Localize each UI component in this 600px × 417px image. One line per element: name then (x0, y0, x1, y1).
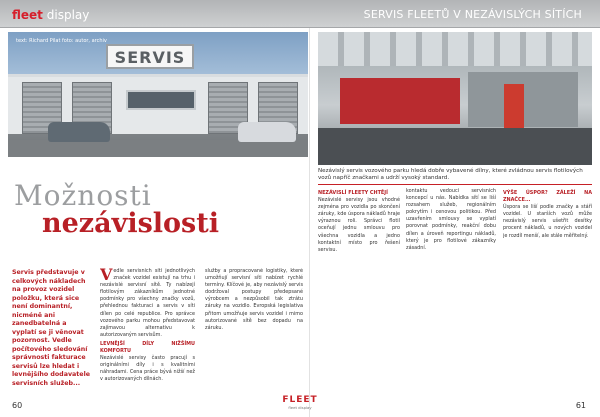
body-text: služby a propracované logistiky, které umožňují servisní síti nabízet rychlé termíny. Klíčové je, aby nezávislý servis dodržoval postupy předepsané výrobcem a nezpůsobil tak ztrátu záruky na vozidlo. Evropská legislativa přitom umožňuje servis vozidel i mimo autorizované sítě bez dopadu na záruku. (205, 268, 303, 331)
section-title: SERVIS FLEETŮ V NEZÁVISLÝCH SÍTÍCH (363, 8, 582, 21)
workshop-interior (318, 32, 592, 165)
body-text: edle servisních sítí jednotlivých značek vozidel existují na trhu i nezávislé servisní sítě. Ty nabízejí flotilovým zákazníkům jednotné podmínky pro všechny značky vozů, přehlednou fakturaci a servis v síti dílen po celé republice. Pro správce vozového parku mohou představovat zajímavou alternativu k autorizovaným servisům. (100, 268, 195, 338)
garage-window (126, 90, 196, 110)
garage-photo (8, 32, 308, 157)
pavement (8, 140, 308, 157)
brand-bold: fleet (12, 8, 43, 22)
body-text: kontaktu vedoucí servisních koncepcí u nás. Nabídka sítí se liší rozsahem služeb, regionálním pokrytím i cenovou politikou. Před uzavřením smlouvy se vyplatí porovnat podmínky, reakční dobu dílen a úroveň reportingu nákladů, který je pro flotilové zákazníky zásadní. (406, 188, 496, 251)
servis-sign-text: SERVIS (114, 48, 186, 67)
page-number-left: 60 (12, 401, 23, 410)
headline-line-1: Možnosti (14, 179, 152, 212)
body-column-1 (100, 268, 195, 388)
body-text: Nezávislé servisy jsou vhodné zejména pro vozidla po skončení záruky, kde úspora nákladů hraje výraznou roli. Správci flotil oceňují jednu smlouvu pro všechna vozidla a jedno kontaktní místo pro řešení servisu. (318, 197, 400, 253)
photo-caption: Nezávislý servis vozového parku hledá dobře vybavené dílny, které zvládnou servis flotilových vozů napříč značkami a udrží vysoký standard. (318, 168, 583, 181)
fleet-logo: FLEET (282, 395, 318, 405)
workbench (318, 128, 592, 165)
pull-quote: VÝŠE ÚSPOR? ZÁLEŽÍ NA ZNAČCE... (503, 190, 592, 204)
parked-car (238, 122, 296, 142)
section-header-bar (0, 0, 600, 28)
body-text: Úspora se liší podle značky a stáří vozidel. U starších vozů může nezávislý servis ušetřit desítky procent nákladů, u nových vozidel je rozdíl menší, ale stále měřitelný. (503, 204, 592, 239)
lead-paragraph: Servis představuje v celkových nákladech na provoz vozidel položku, která sice není dominantní, nicméně ani zanedbatelná a vyplatí se ji věnovat pozornost. Vedle počítového sledování správnosti fakturace servisů lze hledat i levnějšího dodavatele servisních služeb... (12, 269, 91, 387)
body-text: Nezávislé servisy často pracují s originálními díly i s kvalitními náhradami. Cena práce bývá nižší než v autorizovaných dílnách. (100, 355, 195, 383)
body-column-3 (318, 188, 400, 388)
brand-light: display (46, 8, 90, 22)
subheading: LEVNĚJŠÍ DÍLY NIŽŠÍMU KOMFORTU (100, 340, 195, 355)
page-number-right: 61 (575, 401, 586, 410)
drop-cap: V (100, 268, 113, 284)
car-hoist (504, 84, 524, 128)
red-cabinets (340, 78, 460, 124)
parked-car (48, 122, 110, 142)
body-column-2 (205, 268, 303, 388)
subheading: NEZÁVISLÍ FLEETY CHTĚJÍ (318, 190, 388, 196)
headline-line-2: nezávislosti (42, 208, 219, 239)
workshop-photo (318, 32, 592, 165)
body-column-4 (406, 188, 496, 388)
ceiling-lights (318, 32, 592, 66)
section-brand (12, 8, 89, 22)
photo-credit: text: Richard Pilat foto: autor, archiv (16, 38, 107, 44)
caption-divider (318, 184, 592, 185)
fleet-logo-sub: fleet display (288, 405, 312, 410)
servis-sign (106, 44, 194, 69)
body-column-5 (503, 188, 592, 388)
